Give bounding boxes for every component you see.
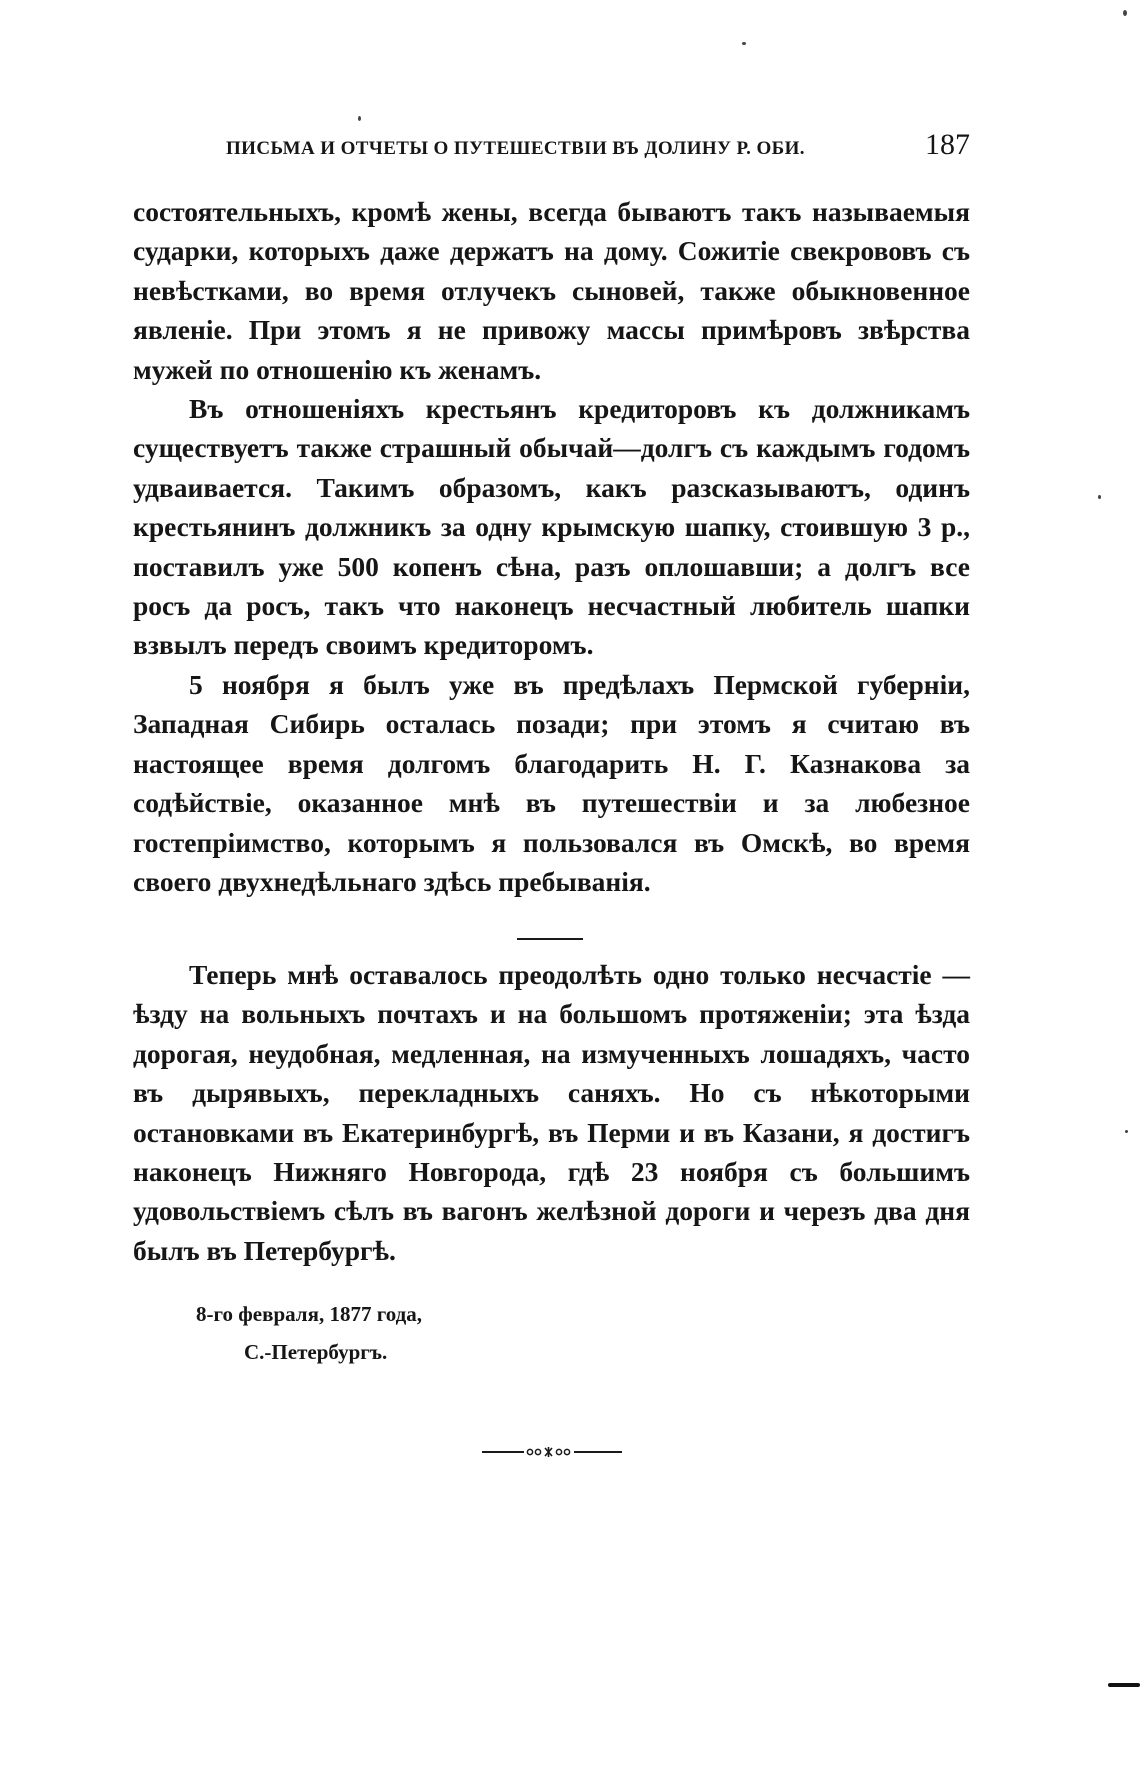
section-divider [517,938,583,940]
paragraph-journey-end: Теперь мнѣ оставалось преодолѣть одно только несчастіе — ѣзду на вольныхъ почтахъ и на большомъ протяженіи; эта ѣзда дорогая, неудобная, медленная, на измученныхъ лошадяхъ, часто въ дырявыхъ, перекладныхъ саняхъ. Но съ нѣкоторыми остановками въ Екатеринбургѣ, въ Перми и въ Казани, я достигъ наконецъ Нижняго Новгорода, гдѣ 23 ноября съ большимъ удовольствіемъ сѣлъ въ вагонъ желѣзной дороги и черезъ два дня былъ въ Петербургѣ. [133,959,970,1266]
paragraph-debt-custom: Въ отношеніяхъ крестьянъ кредиторовъ къ должникамъ существуетъ также страшный обычай—долгъ съ каждымъ годомъ удваивается. Такимъ образомъ, какъ разсказываютъ, одинъ крестьянинъ должникъ за одну крымскую шапку, стоившую 3 р., поставилъ уже 500 копенъ сѣна, разъ оплошавши; а долгъ все росъ да росъ, такъ что наконецъ несчастный любитель шапки взвылъ передъ своимъ кредиторомъ. [133,393,970,661]
signoff-place: С.-Петербургъ. [244,1340,388,1364]
paragraph-perm-province: 5 ноября я былъ уже въ предѣлахъ Пермской губерніи, Западная Сибирь осталась позади; при этомъ я считаю въ настоящее время долгомъ благодарить Н. Г. Казнакова за содѣйствіе, оказанное мнѣ въ путешествіи и за любезное гостепріимство, которымъ я пользовался въ Омскѣ, во время своего двухнедѣльнаго здѣсь пребыванія. [133,668,970,897]
running-title: ПИСЬМА И ОТЧЕТЫ О ПУТЕШЕСТВІИ ВЪ ДОЛИНУ Р. ОБИ. [226,138,805,159]
signoff-date: 8-го февраля, 1877 года, [196,1302,422,1326]
signoff [196,1295,422,1371]
scan-speck [1125,1130,1128,1133]
paragraph-continued: состоятельныхъ, кромѣ жены, всегда бываютъ такъ называемыя сударки, которыхъ даже держатъ на дому. Сожитіе свекрововъ съ невѣстками, во время отлучекъ сыновей, также обыкновенное явленіе. При этомъ я не привожу массы примѣровъ звѣрства мужей по отношенію къ женамъ. [133,196,970,385]
closing-text [133,955,970,1270]
end-ornament-icon [482,1446,622,1458]
main-text [133,192,970,901]
running-head [133,130,970,170]
scan-speck [742,42,746,45]
scan-speck [1098,495,1101,499]
scan-speck [358,116,361,121]
scan-speck [1123,10,1127,16]
scan-speck [1108,1683,1140,1687]
page-number: 187 [925,128,970,161]
